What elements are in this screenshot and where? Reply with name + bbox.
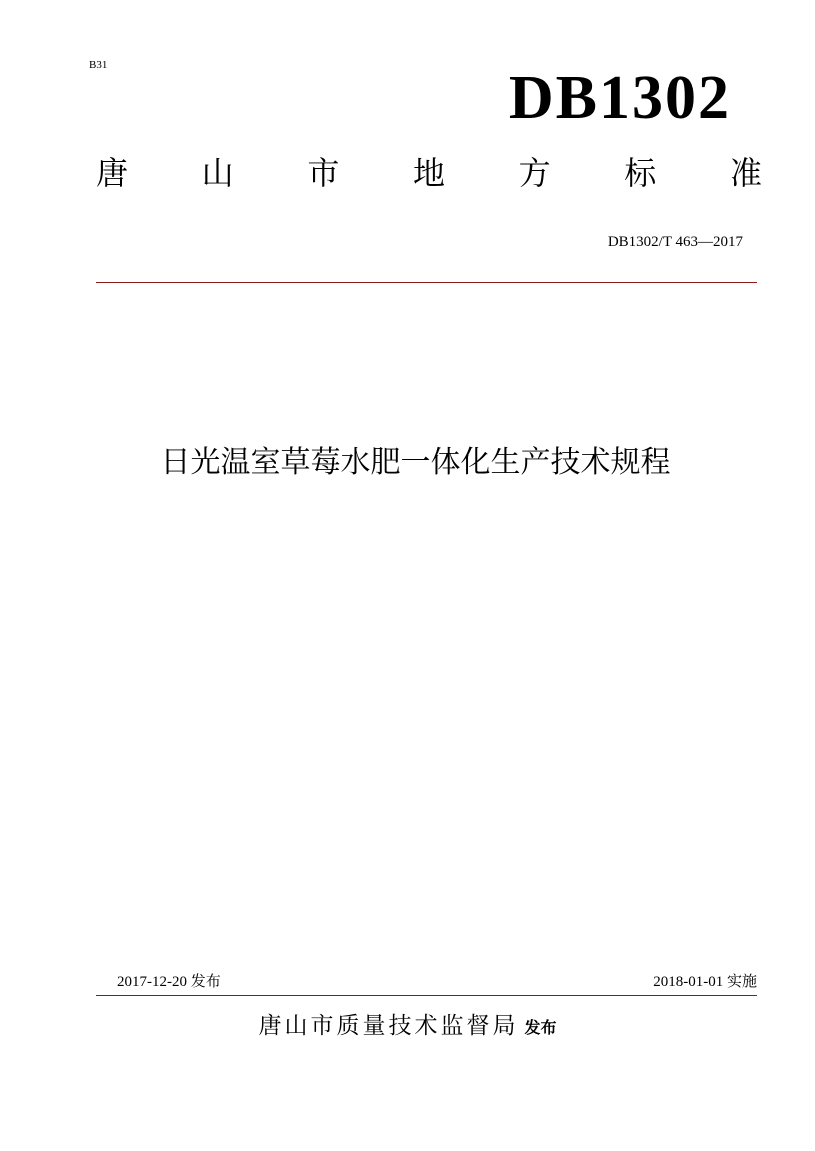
footer-divider bbox=[96, 995, 757, 996]
issue-date: 2017-12-20 发布 bbox=[117, 974, 221, 990]
standard-type-char: 地 bbox=[412, 154, 445, 192]
date-row bbox=[117, 972, 757, 994]
issuer-line bbox=[0, 1010, 815, 1044]
standard-type-char: 市 bbox=[307, 154, 340, 192]
standard-logo: DB1302 bbox=[508, 64, 731, 132]
issuer-suffix: 发布 bbox=[524, 1018, 557, 1037]
standard-type-char: 山 bbox=[201, 154, 234, 192]
standard-type-char: 准 bbox=[729, 154, 762, 192]
standard-number: DB1302/T 463—2017 bbox=[607, 234, 743, 250]
standard-type-char: 标 bbox=[624, 154, 657, 192]
issuer-name: 唐山市质量技术监督局 bbox=[258, 1013, 519, 1039]
ccs-classification-code: B31 bbox=[89, 59, 108, 71]
standard-type-char: 方 bbox=[518, 154, 551, 192]
standard-type-heading bbox=[96, 150, 762, 196]
standard-type-char: 唐 bbox=[96, 154, 129, 192]
implementation-date: 2018-01-01 实施 bbox=[653, 974, 757, 990]
header-divider bbox=[96, 282, 757, 283]
document-title: 日光温室草莓水肥一体化生产技术规程 bbox=[160, 445, 671, 480]
